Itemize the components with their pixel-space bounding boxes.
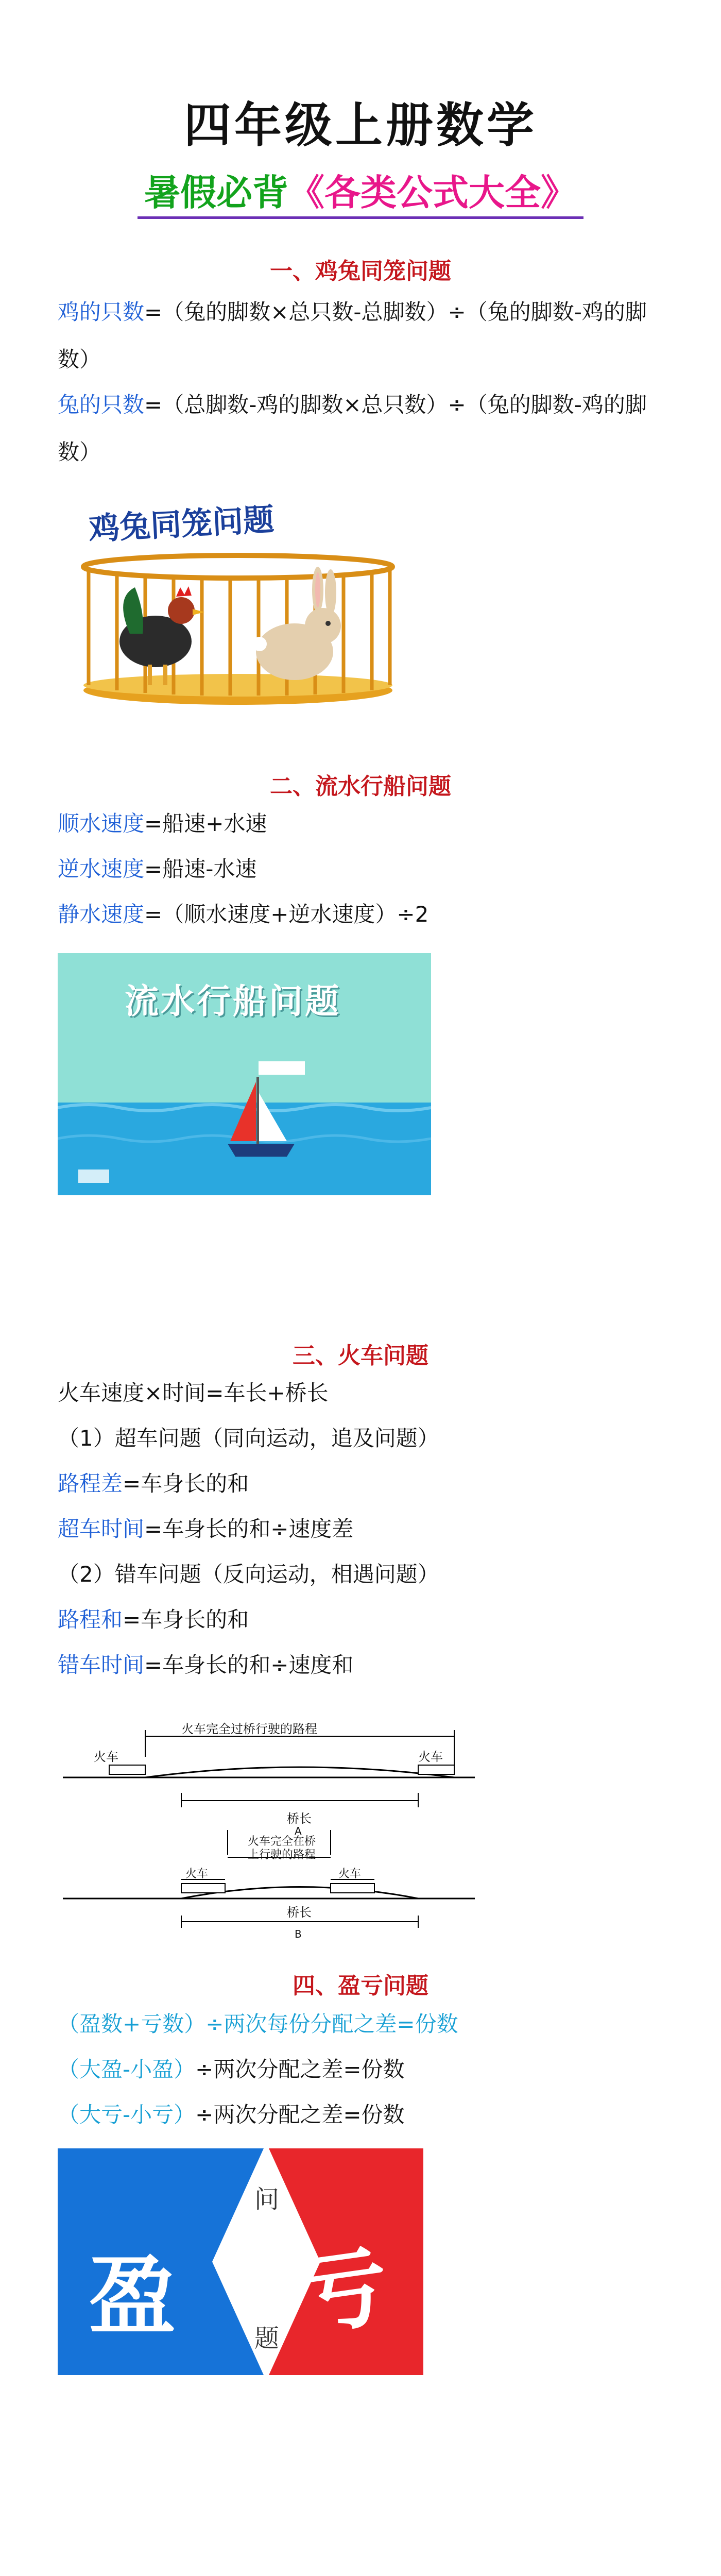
formula-keyword: 路程差 — [58, 1471, 123, 1496]
diagram-point-a: A — [295, 1825, 302, 1837]
image-char-kui: 亏 — [294, 2234, 396, 2348]
diagram-train-b-right: 火车 — [338, 1868, 362, 1880]
formula-distance-sum — [58, 1597, 249, 1642]
section-title-boat: 二、流水行船问题 — [270, 773, 451, 800]
formula-text: ÷两次分配之差=份数 — [195, 2057, 405, 2082]
section-title-surplus-deficit: 四、盈亏问题 — [293, 1973, 428, 1999]
formula-keyword: 静水速度 — [58, 902, 145, 927]
image-char-ying: 盈 — [89, 2246, 177, 2348]
formula-two-surplus — [58, 2047, 405, 2092]
subtitle-green: 暑假必背 — [144, 172, 288, 214]
formula-keyword: 超车时间 — [58, 1516, 145, 1541]
formula-chicken-count — [58, 289, 671, 383]
chicken-rabbit-illustration — [58, 479, 418, 706]
boat-image-title: 流水行船问题 — [125, 981, 341, 1021]
subtitle-pink: 《各类公式大全》 — [288, 172, 577, 214]
diagram-point-b: B — [295, 1928, 302, 1940]
diagram-bridge-label: 桥长 — [287, 1811, 312, 1826]
formula-text: （盈数+亏数）÷两次每份分配之差=份数 — [58, 2011, 458, 2037]
formula-text: =车身长的和÷速度和 — [144, 1652, 354, 1677]
formula-meet-time — [58, 1642, 353, 1688]
formula-text: =（兔的脚数×总只数-总脚数）÷（兔的脚数-鸡的脚数） — [58, 299, 647, 372]
subtitle-underline — [138, 216, 583, 219]
formula-train-basic: 火车速度×时间=车长+桥长 — [58, 1380, 329, 1405]
formula-keyword: 路程和 — [58, 1607, 123, 1632]
image-char-wen: 问 — [254, 2185, 280, 2214]
diagram-bridge-label-b: 桥长 — [287, 1905, 312, 1920]
train-bridge-diagram — [58, 1716, 480, 1942]
page-subtitle — [0, 164, 721, 216]
formula-keyword: 错车时间 — [58, 1652, 145, 1677]
formula-meet-heading: （2）错车问题（反向运动，相遇问题） — [58, 1562, 439, 1587]
formula-text: =车身长的和 — [123, 1607, 249, 1632]
formula-text: =（顺水速度+逆水速度）÷2 — [144, 902, 429, 927]
formula-text: =船速+水速 — [144, 811, 267, 836]
formula-keyword: 顺水速度 — [58, 811, 145, 836]
formula-keyword: 兔的只数 — [58, 392, 145, 417]
formula-text: =车身长的和÷速度差 — [144, 1516, 354, 1541]
surplus-deficit-illustration — [58, 2148, 423, 2375]
formula-keyword: 逆水速度 — [58, 856, 145, 882]
diagram-top-label: 火车完全过桥行驶的路程 — [181, 1722, 317, 1736]
formula-distance-diff — [58, 1461, 249, 1506]
formula-keyword: 鸡的只数 — [58, 299, 145, 325]
chicken-rabbit-image-title: 鸡兔同笼问题 — [88, 501, 275, 548]
diagram-mid-label: 火车完全在桥上行驶的路程 — [247, 1835, 316, 1861]
formula-upstream — [58, 846, 256, 892]
formula-two-deficit — [58, 2092, 405, 2138]
diagram-train-label-right: 火车 — [418, 1750, 443, 1764]
formula-text: =车身长的和 — [123, 1471, 249, 1496]
formula-downstream — [58, 801, 267, 846]
formula-rabbit-count — [58, 381, 671, 476]
diagram-train-label: 火车 — [94, 1750, 118, 1764]
formula-overtake-time — [58, 1506, 353, 1552]
formula-overtake-heading: （1）超车问题（同向运动，追及问题） — [58, 1426, 439, 1451]
formula-keyword: （大盈-小盈） — [58, 2057, 196, 2082]
image-char-ti: 题 — [254, 2324, 280, 2353]
page-title: 四年级上册数学 — [183, 98, 537, 153]
section-title-chicken-rabbit: 一、鸡兔同笼问题 — [270, 258, 451, 284]
formula-keyword: （大亏-小亏） — [58, 2102, 196, 2127]
formula-text: =（总脚数-鸡的脚数×总只数）÷（兔的脚数-鸡的脚数） — [58, 392, 647, 465]
formula-still-water — [58, 892, 428, 937]
boat-illustration — [58, 953, 431, 1195]
formula-text: ÷两次分配之差=份数 — [195, 2102, 405, 2127]
section-title-train: 三、火车问题 — [293, 1343, 428, 1369]
formula-surplus-plus-deficit — [58, 2002, 458, 2047]
diagram-train-b-left: 火车 — [185, 1868, 209, 1880]
formula-text: =船速-水速 — [144, 856, 257, 882]
